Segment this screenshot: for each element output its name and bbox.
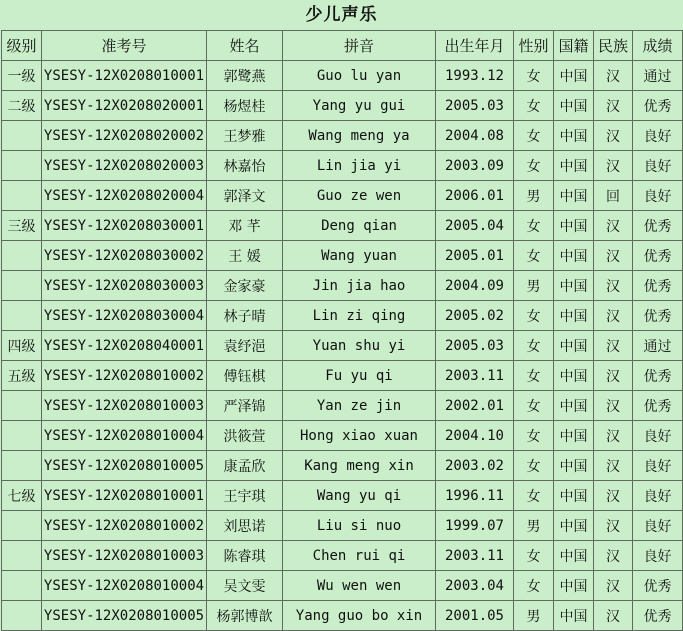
grade-cell[interactable]: 良好 — [633, 541, 683, 571]
exam-id-cell[interactable]: YSESY-12X0208010005 — [42, 451, 207, 481]
nationality-cell[interactable]: 中国 — [554, 511, 594, 541]
ethnicity-cell[interactable]: 汉 — [594, 391, 633, 421]
grade-cell[interactable]: 良好 — [633, 181, 683, 211]
level-cell[interactable] — [2, 121, 42, 151]
gender-cell[interactable]: 男 — [514, 601, 554, 631]
birth-cell[interactable]: 2002.01 — [436, 391, 514, 421]
grade-cell[interactable]: 良好 — [633, 121, 683, 151]
birth-cell[interactable]: 2004.08 — [436, 121, 514, 151]
table-row — [2, 601, 683, 631]
level-cell[interactable] — [2, 301, 42, 331]
exam-id-cell[interactable]: YSESY-12X0208030002 — [42, 241, 207, 271]
ethnicity-cell[interactable]: 汉 — [594, 481, 633, 511]
ethnicity-cell[interactable]: 汉 — [594, 451, 633, 481]
level-cell[interactable]: 一级 — [2, 61, 42, 91]
name-cell[interactable]: 林嘉怡 — [207, 151, 283, 181]
nationality-cell[interactable]: 中国 — [554, 91, 594, 121]
grade-cell[interactable]: 优秀 — [633, 241, 683, 271]
exam-id-cell[interactable]: YSESY-12X0208010004 — [42, 571, 207, 601]
table-row — [2, 151, 683, 181]
exam-id-cell[interactable]: YSESY-12X0208040001 — [42, 331, 207, 361]
ethnicity-cell[interactable]: 汉 — [594, 571, 633, 601]
name-cell[interactable]: 邓 芊 — [207, 211, 283, 241]
level-cell[interactable] — [2, 241, 42, 271]
pinyin-cell[interactable]: Yang guo bo xin — [283, 601, 436, 631]
birth-cell[interactable]: 1996.11 — [436, 481, 514, 511]
gender-cell[interactable]: 女 — [514, 571, 554, 601]
nationality-cell[interactable]: 中国 — [554, 241, 594, 271]
nationality-cell[interactable]: 中国 — [554, 271, 594, 301]
grade-cell[interactable]: 良好 — [633, 421, 683, 451]
gender-cell[interactable]: 女 — [514, 391, 554, 421]
pinyin-cell[interactable]: Wang meng ya — [283, 121, 436, 151]
birth-cell[interactable]: 2005.02 — [436, 301, 514, 331]
table-row — [2, 271, 683, 301]
table-row — [2, 451, 683, 481]
level-cell[interactable] — [2, 181, 42, 211]
name-cell[interactable]: 林子晴 — [207, 301, 283, 331]
grade-cell[interactable]: 优秀 — [633, 211, 683, 241]
nationality-cell[interactable]: 中国 — [554, 301, 594, 331]
gender-cell[interactable]: 女 — [514, 121, 554, 151]
name-cell[interactable]: 王梦雅 — [207, 121, 283, 151]
ethnicity-cell[interactable]: 回 — [594, 181, 633, 211]
grade-cell[interactable]: 优秀 — [633, 301, 683, 331]
level-cell[interactable] — [2, 601, 42, 631]
table-row — [2, 481, 683, 511]
exam-id-cell[interactable]: YSESY-12X0208010001 — [42, 61, 207, 91]
header-name: 姓名 — [207, 31, 283, 61]
ethnicity-cell[interactable]: 汉 — [594, 541, 633, 571]
header-grade: 成绩 — [633, 31, 683, 61]
birth-cell[interactable]: 1999.07 — [436, 511, 514, 541]
ethnicity-cell[interactable]: 汉 — [594, 601, 633, 631]
ethnicity-cell[interactable]: 汉 — [594, 121, 633, 151]
pinyin-cell[interactable]: Wang yuan — [283, 241, 436, 271]
exam-id-cell[interactable]: YSESY-12X0208030003 — [42, 271, 207, 301]
level-cell[interactable]: 三级 — [2, 211, 42, 241]
gender-cell[interactable]: 女 — [514, 451, 554, 481]
ethnicity-cell[interactable]: 汉 — [594, 61, 633, 91]
grade-cell[interactable]: 通过 — [633, 61, 683, 91]
pinyin-cell[interactable]: Lin jia yi — [283, 151, 436, 181]
grade-cell[interactable]: 通过 — [633, 331, 683, 361]
pinyin-cell[interactable]: Yuan shu yi — [283, 331, 436, 361]
name-cell[interactable]: 陈睿琪 — [207, 541, 283, 571]
exam-id-cell[interactable]: YSESY-12X0208020004 — [42, 181, 207, 211]
gender-cell[interactable]: 女 — [514, 211, 554, 241]
birth-cell[interactable]: 2005.01 — [436, 241, 514, 271]
nationality-cell[interactable]: 中国 — [554, 571, 594, 601]
level-cell[interactable]: 五级 — [2, 361, 42, 391]
gender-cell[interactable]: 女 — [514, 151, 554, 181]
level-cell[interactable] — [2, 451, 42, 481]
name-cell[interactable]: 康孟欣 — [207, 451, 283, 481]
exam-id-cell[interactable]: YSESY-12X0208020003 — [42, 151, 207, 181]
exam-id-cell[interactable]: YSESY-12X0208020002 — [42, 121, 207, 151]
table-row — [2, 181, 683, 211]
table-row — [2, 361, 683, 391]
name-cell[interactable]: 郭鹭燕 — [207, 61, 283, 91]
pinyin-cell[interactable]: Hong xiao xuan — [283, 421, 436, 451]
birth-cell[interactable]: 2003.11 — [436, 361, 514, 391]
name-cell[interactable]: 杨煜桂 — [207, 91, 283, 121]
table-row — [2, 61, 683, 91]
name-cell[interactable]: 吴文雯 — [207, 571, 283, 601]
pinyin-cell[interactable]: Wu wen wen — [283, 571, 436, 601]
level-cell[interactable] — [2, 271, 42, 301]
table-row — [2, 541, 683, 571]
level-cell[interactable]: 四级 — [2, 331, 42, 361]
table-row — [2, 241, 683, 271]
table-row — [2, 571, 683, 601]
birth-cell[interactable]: 2003.11 — [436, 541, 514, 571]
birth-cell[interactable]: 2005.04 — [436, 211, 514, 241]
name-cell[interactable]: 傅钰棋 — [207, 361, 283, 391]
exam-id-cell[interactable]: YSESY-12X0208010004 — [42, 421, 207, 451]
pinyin-cell[interactable]: Liu si nuo — [283, 511, 436, 541]
header-row — [2, 31, 683, 61]
name-cell[interactable]: 袁纾浥 — [207, 331, 283, 361]
ethnicity-cell[interactable]: 汉 — [594, 91, 633, 121]
name-cell[interactable]: 金家豪 — [207, 271, 283, 301]
nationality-cell[interactable]: 中国 — [554, 61, 594, 91]
ethnicity-cell[interactable]: 汉 — [594, 511, 633, 541]
birth-cell[interactable]: 2003.02 — [436, 451, 514, 481]
pinyin-cell[interactable]: Yan ze jin — [283, 391, 436, 421]
nationality-cell[interactable]: 中国 — [554, 601, 594, 631]
name-cell[interactable]: 王宇琪 — [207, 481, 283, 511]
gender-cell[interactable]: 男 — [514, 181, 554, 211]
table-row — [2, 331, 683, 361]
nationality-cell[interactable]: 中国 — [554, 481, 594, 511]
birth-cell[interactable]: 2003.04 — [436, 571, 514, 601]
ethnicity-cell[interactable]: 汉 — [594, 271, 633, 301]
ethnicity-cell[interactable]: 汉 — [594, 211, 633, 241]
nationality-cell[interactable]: 中国 — [554, 121, 594, 151]
grade-cell[interactable]: 优秀 — [633, 91, 683, 121]
name-cell[interactable]: 刘思诺 — [207, 511, 283, 541]
name-cell[interactable]: 郭泽文 — [207, 181, 283, 211]
pinyin-cell[interactable]: Deng qian — [283, 211, 436, 241]
gender-cell[interactable]: 女 — [514, 61, 554, 91]
gender-cell[interactable]: 男 — [514, 271, 554, 301]
table-row — [2, 121, 683, 151]
nationality-cell[interactable]: 中国 — [554, 451, 594, 481]
header-birth: 出生年月 — [436, 31, 514, 61]
birth-cell[interactable]: 2004.10 — [436, 421, 514, 451]
exam-id-cell[interactable]: YSESY-12X0208020001 — [42, 91, 207, 121]
grade-cell[interactable]: 良好 — [633, 511, 683, 541]
gender-cell[interactable]: 女 — [514, 361, 554, 391]
table-row — [2, 211, 683, 241]
table-row — [2, 391, 683, 421]
birth-cell[interactable]: 2005.03 — [436, 91, 514, 121]
exam-id-cell[interactable]: YSESY-12X0208010001 — [42, 481, 207, 511]
ethnicity-cell[interactable]: 汉 — [594, 421, 633, 451]
exam-id-cell[interactable]: YSESY-12X0208010002 — [42, 361, 207, 391]
level-cell[interactable] — [2, 421, 42, 451]
level-cell[interactable]: 七级 — [2, 481, 42, 511]
nationality-cell[interactable]: 中国 — [554, 181, 594, 211]
exam-id-cell[interactable]: YSESY-12X0208010005 — [42, 601, 207, 631]
pinyin-cell[interactable]: Wang yu qi — [283, 481, 436, 511]
ethnicity-cell[interactable]: 汉 — [594, 331, 633, 361]
nationality-cell[interactable]: 中国 — [554, 211, 594, 241]
ethnicity-cell[interactable]: 汉 — [594, 241, 633, 271]
table-row — [2, 421, 683, 451]
gender-cell[interactable]: 女 — [514, 541, 554, 571]
birth-cell[interactable]: 2004.09 — [436, 271, 514, 301]
birth-cell[interactable]: 2001.05 — [436, 601, 514, 631]
exam-id-cell[interactable]: YSESY-12X0208030001 — [42, 211, 207, 241]
results-table — [1, 30, 683, 631]
pinyin-cell[interactable]: Fu yu qi — [283, 361, 436, 391]
nationality-cell[interactable]: 中国 — [554, 541, 594, 571]
exam-id-cell[interactable]: YSESY-12X0208030004 — [42, 301, 207, 331]
level-cell[interactable] — [2, 511, 42, 541]
name-cell[interactable]: 严泽锦 — [207, 391, 283, 421]
pinyin-cell[interactable]: Jin jia hao — [283, 271, 436, 301]
pinyin-cell[interactable]: Kang meng xin — [283, 451, 436, 481]
header-pinyin: 拼音 — [283, 31, 436, 61]
grade-cell[interactable]: 优秀 — [633, 391, 683, 421]
name-cell[interactable]: 杨郭博歆 — [207, 601, 283, 631]
exam-id-cell[interactable]: YSESY-12X0208010002 — [42, 511, 207, 541]
level-cell[interactable]: 二级 — [2, 91, 42, 121]
gender-cell[interactable]: 女 — [514, 301, 554, 331]
gender-cell[interactable]: 男 — [514, 511, 554, 541]
pinyin-cell[interactable]: Guo ze wen — [283, 181, 436, 211]
nationality-cell[interactable]: 中国 — [554, 151, 594, 181]
sheet-title: 少儿声乐 — [305, 5, 378, 25]
birth-cell[interactable]: 2005.03 — [436, 331, 514, 361]
nationality-cell[interactable]: 中国 — [554, 391, 594, 421]
header-gender: 性别 — [514, 31, 554, 61]
nationality-cell[interactable]: 中国 — [554, 331, 594, 361]
grade-cell[interactable]: 良好 — [633, 481, 683, 511]
birth-cell[interactable]: 2003.09 — [436, 151, 514, 181]
pinyin-cell[interactable]: Lin zi qing — [283, 301, 436, 331]
pinyin-cell[interactable]: Yang yu gui — [283, 91, 436, 121]
header-exam-id: 准考号 — [42, 31, 207, 61]
name-cell[interactable]: 王 媛 — [207, 241, 283, 271]
header-level: 级别 — [2, 31, 42, 61]
table-row — [2, 301, 683, 331]
gender-cell[interactable]: 女 — [514, 331, 554, 361]
gender-cell[interactable]: 女 — [514, 91, 554, 121]
birth-cell[interactable]: 2006.01 — [436, 181, 514, 211]
exam-id-cell[interactable]: YSESY-12X0208010003 — [42, 391, 207, 421]
header-ethnicity: 民族 — [594, 31, 633, 61]
table-row — [2, 91, 683, 121]
grade-cell[interactable]: 优秀 — [633, 571, 683, 601]
grade-cell[interactable]: 优秀 — [633, 601, 683, 631]
birth-cell[interactable]: 1993.12 — [436, 61, 514, 91]
level-cell[interactable] — [2, 391, 42, 421]
pinyin-cell[interactable]: Guo lu yan — [283, 61, 436, 91]
ethnicity-cell[interactable]: 汉 — [594, 301, 633, 331]
grade-cell[interactable]: 良好 — [633, 151, 683, 181]
name-cell[interactable]: 洪筱萱 — [207, 421, 283, 451]
ethnicity-cell[interactable]: 汉 — [594, 361, 633, 391]
pinyin-cell[interactable]: Chen rui qi — [283, 541, 436, 571]
level-cell[interactable] — [2, 541, 42, 571]
gender-cell[interactable]: 女 — [514, 421, 554, 451]
grade-cell[interactable]: 良好 — [633, 451, 683, 481]
nationality-cell[interactable]: 中国 — [554, 361, 594, 391]
gender-cell[interactable]: 女 — [514, 481, 554, 511]
gender-cell[interactable]: 女 — [514, 241, 554, 271]
exam-id-cell[interactable]: YSESY-12X0208010003 — [42, 541, 207, 571]
level-cell[interactable] — [2, 151, 42, 181]
nationality-cell[interactable]: 中国 — [554, 421, 594, 451]
header-nationality: 国籍 — [554, 31, 594, 61]
level-cell[interactable] — [2, 571, 42, 601]
ethnicity-cell[interactable]: 汉 — [594, 151, 633, 181]
grade-cell[interactable]: 优秀 — [633, 361, 683, 391]
grade-cell[interactable]: 优秀 — [633, 271, 683, 301]
table-row — [2, 511, 683, 541]
